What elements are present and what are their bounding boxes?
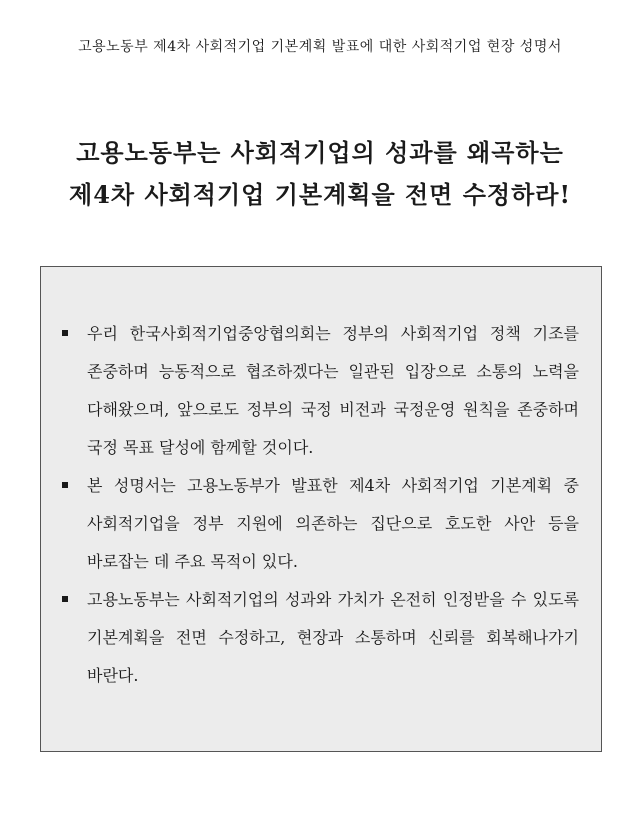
square-bullet-icon: [62, 596, 68, 602]
square-bullet-icon: [62, 330, 68, 336]
document-title: [0, 132, 640, 216]
title-line-2: 제4차 사회적기업 기본계획을 전면 수정하라!: [69, 180, 571, 209]
document-header: 고용노동부 제4차 사회적기업 기본계획 발표에 대한 사회적기업 현장 성명서: [78, 39, 562, 55]
bullet-text: 우리 한국사회적기업중앙협의회는 정부의 사회적기업 정책 기조를 존중하며 능동적으로 협조하겠다는 일관된 입장으로 소통의 노력을 다해왔으며, 앞으로도 정부의 국정 비전과 국정운영 원칙을 존중하며 국정 목표 달성에 함께할 것이다.: [87, 324, 579, 457]
title-line-1: 고용노동부는 사회적기업의 성과를 왜곡하는: [76, 138, 564, 167]
summary-bullet-item: [41, 315, 601, 467]
summary-bullet-item: [41, 467, 601, 581]
summary-bullet-item: [41, 581, 601, 695]
summary-box: [40, 266, 602, 752]
square-bullet-icon: [62, 482, 68, 488]
bullet-text: 고용노동부는 사회적기업의 성과와 가치가 온전히 인정받을 수 있도록 기본계획을 전면 수정하고, 현장과 소통하며 신뢰를 회복해나가기 바란다.: [87, 590, 579, 685]
summary-bullet-list: [41, 315, 601, 695]
bullet-text: 본 성명서는 고용노동부가 발표한 제4차 사회적기업 기본계획 중 사회적기업을 정부 지원에 의존하는 집단으로 호도한 사안 등을 바로잡는 데 주요 목적이 있다.: [87, 476, 579, 571]
